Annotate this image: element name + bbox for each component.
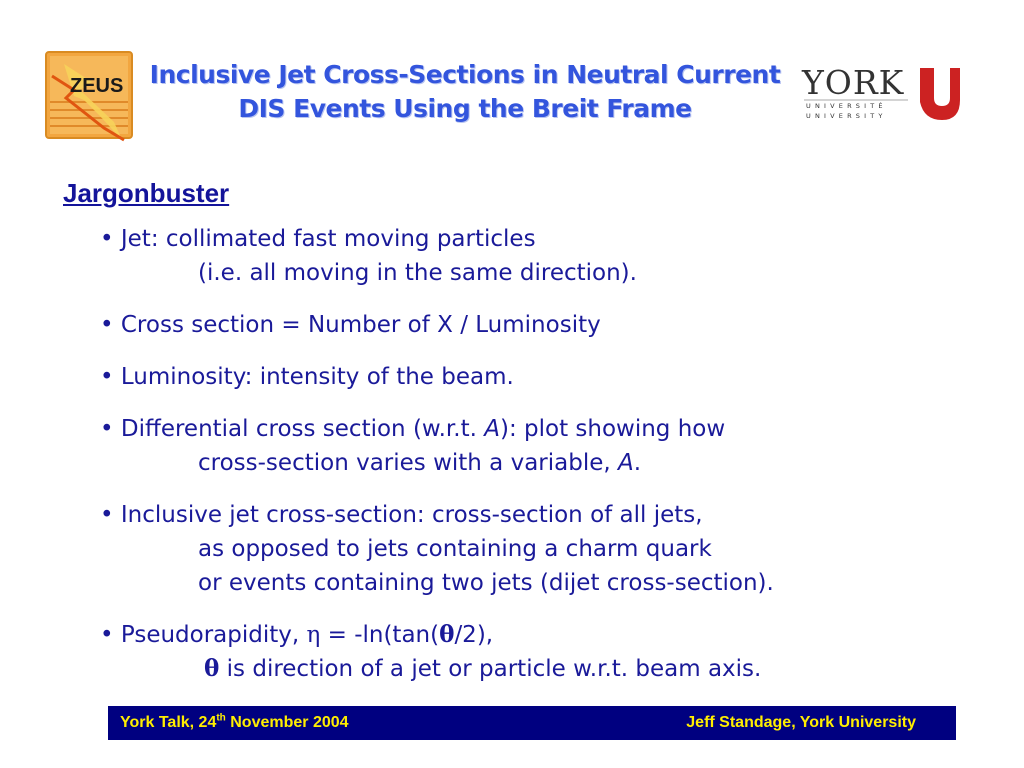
bullet-luminosity-line-1: • Luminosity: intensity of the beam. [100, 364, 514, 390]
bullet-jet-line-1: • Jet: collimated fast moving particles [100, 226, 536, 252]
bullet-differential-line-1: • Differential cross section (w.r.t. A): plot showing how [100, 416, 726, 442]
bullet-cross-section-line-1: • Cross section = Number of X / Luminosity [100, 312, 601, 338]
bullet-pseudorapidity [100, 618, 1000, 686]
york-logo-letter: U [948, 120, 949, 121]
variable-a: A [618, 450, 634, 476]
bullet-inclusive-line-1: • Inclusive jet cross-section: cross-section of all jets, [100, 502, 703, 528]
footer-author: Jeff Standage, York University [686, 714, 916, 731]
bullet-pseudorapidity-line-2: θ is direction of a jet or particle w.r.t. beam axis. [204, 655, 762, 682]
zeus-logo-text: ZEUS [70, 75, 124, 97]
slide-title [140, 58, 790, 126]
bullet-inclusive-line-2: as opposed to jets containing a charm quark [198, 536, 712, 562]
section-heading: Jargonbuster [63, 178, 230, 208]
york-u-mark-icon [920, 68, 960, 120]
footer-talk-date: York Talk, 24th November 2004 [120, 712, 349, 731]
eta-symbol: η [306, 622, 321, 648]
bullet-cross-section [100, 308, 1000, 342]
bullet-jet [100, 222, 1000, 290]
york-university-logo [800, 62, 965, 122]
zeus-logo [44, 50, 136, 142]
bullet-inclusive-line-3: or events containing two jets (dijet cross-section). [198, 570, 774, 596]
bullet-pseudorapidity-line-1: • Pseudorapidity, η = -ln(tan(θ/2), [100, 621, 494, 648]
theta-symbol: θ [439, 621, 455, 648]
bullet-differential [100, 412, 1000, 480]
bullet-inclusive-jet [100, 498, 1000, 600]
title-line-2: DIS Events Using the Breit Frame [238, 94, 692, 123]
title-line-1: Inclusive Jet Cross-Sections in Neutral Current [149, 60, 781, 89]
bullet-differential-line-2: cross-section varies with a variable, A. [198, 450, 642, 476]
footer-bar [108, 706, 956, 740]
york-logo-sub1: UNIVERSITÉ [806, 102, 887, 110]
bullet-luminosity [100, 360, 1000, 394]
york-logo-word: YORK [802, 63, 905, 102]
bullet-list [100, 222, 1000, 686]
variable-a: A [484, 416, 500, 442]
york-logo-sub2: UNIVERSITY [806, 112, 887, 120]
theta-symbol: θ [204, 655, 220, 682]
bullet-jet-line-2: (i.e. all moving in the same direction). [198, 260, 637, 286]
